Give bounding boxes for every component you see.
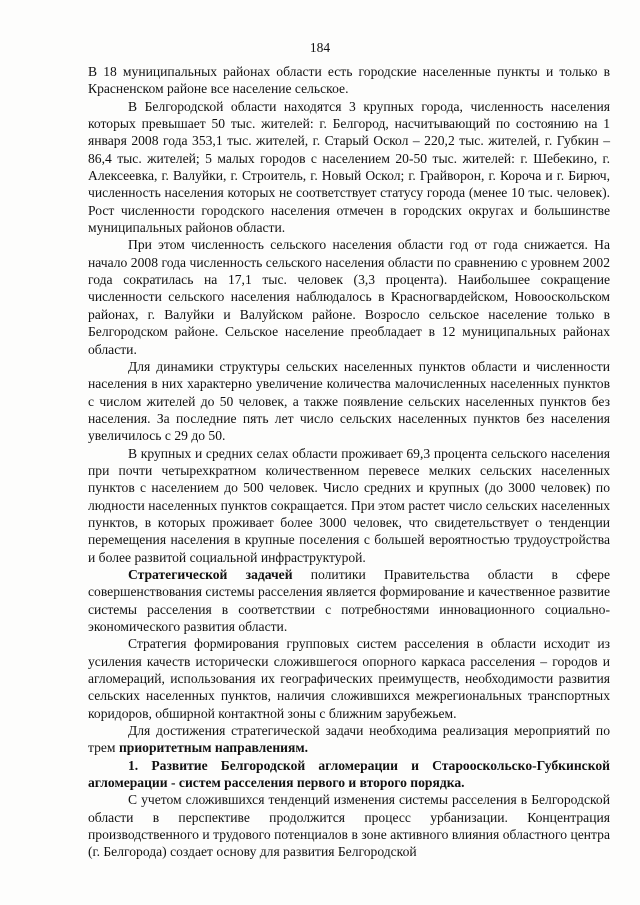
paragraph-municipal-districts: В 18 муниципальных районах области есть городские населенные пункты и только в Красненском районе все население сельское. (88, 64, 610, 97)
strategic-task-text: политики Правительства области в сфере совершенствования системы расселения является формирование и качественное развитие системы расселения в соответствии с потребностями инновационного социально-экономического развития области. (88, 566, 610, 634)
measures-priority: приоритетным направлениям. (118, 740, 308, 756)
section-heading-text: 1. Развитие Белгородской агломерации и Старооскольско-Губкинской агломерации - систем расселения первого и второго порядка. (88, 757, 610, 791)
paragraph-measures (88, 722, 610, 757)
paragraph-large-cities: В Белгородской области находятся 3 крупных города, численность населения которых превышает 50 тыс. жителей: г. Белгород, насчитывающий по состоянию на 1 января 2008 года 353,1 тыс. жителей, г. Старый Оскол – 220,2 тыс. жителей, г. Губкин – 86,4 тыс. жителей; 5 малых городов с населением 20-50 тыс. жителей: г. Шебекино, г. Алексеевка, г. Валуйки, г. Строитель, г. Новый Оскол; г. Грайворон, г. Короча и г. Бирюч, численность населения которых не соответствует статусу города (менее 10 тыс. человек). Рост численности городского населения отмечен в городских округах и большинстве муниципальных районов области. (88, 98, 610, 236)
document-body (88, 63, 610, 861)
page-number: 184 (309, 40, 331, 55)
paragraph-urbanization: С учетом сложившихся тенденций изменения системы расселения в Белгородской области в перспективе продолжится процесс урбанизации. Концентрация производственного и трудового потенциалов в зоне активного влияния областного центра (г. Белгорода) создает основу для развития Белгородской (88, 792, 610, 860)
paragraph-strategy: Стратегия формирования групповых систем расселения в области исходит из усиления качеств исторически сложившегося опорного каркаса расселения – городов и агломераций, использования их географических преимуществ, необходимости развития сельских населенных пунктов, наличия сложившихся межрегиональных транспортных коридоров, обширной контактной зоны с ближним зарубежьем. (88, 636, 610, 721)
strategic-task-lead: Стратегической задачей (128, 566, 293, 582)
paragraph-strategic-task (88, 566, 610, 635)
section-heading (88, 757, 610, 792)
paragraph-rural-decline: При этом численность сельского населения области год от года снижается. На начало 2008 года численность сельского населения области по сравнению с уровнем 2002 года сократилась на 17,1 тыс. человек (3,3 процента). Наибольшее сокращение численности сельского населения наблюдалось в Красногвардейском, Новооскольском районах, г. Валуйки и Валуйском районе. Возросло сельское население только в Белгородском районе. Сельское население преобладает в 12 муниципальных районах области. (88, 237, 610, 357)
paragraph-settlement-dynamics: Для динамики структуры сельских населенных пунктов области и численности населения в них характерно увеличение количества малочисленных населенных пунктов с числом жителей до 50 человек, а также появление сельских населенных пунктов без населения. За последние пять лет число сельских населенных пунктов без населения увеличилось с 29 до 50. (88, 358, 610, 444)
paragraph-large-villages: В крупных и средних селах области проживает 69,3 процента сельского населения при почти четырехкратном количественном перевесе мелких сельских населенных пунктов с населением до 500 человек. Число средних и крупных (до 3000 человек) по людности населенных пунктов сокращается. При этом растет число сельских населенных пунктов, в которых проживает более 3000 человек, что свидетельствует о тенденции перемещения населения в крупные поселения с большей вероятностью трудоустройства и более развитой социальной инфраструктурой. (88, 445, 610, 565)
measures-text: Для достижения стратегической задачи необходима реализация мероприятий по трем (88, 723, 610, 756)
